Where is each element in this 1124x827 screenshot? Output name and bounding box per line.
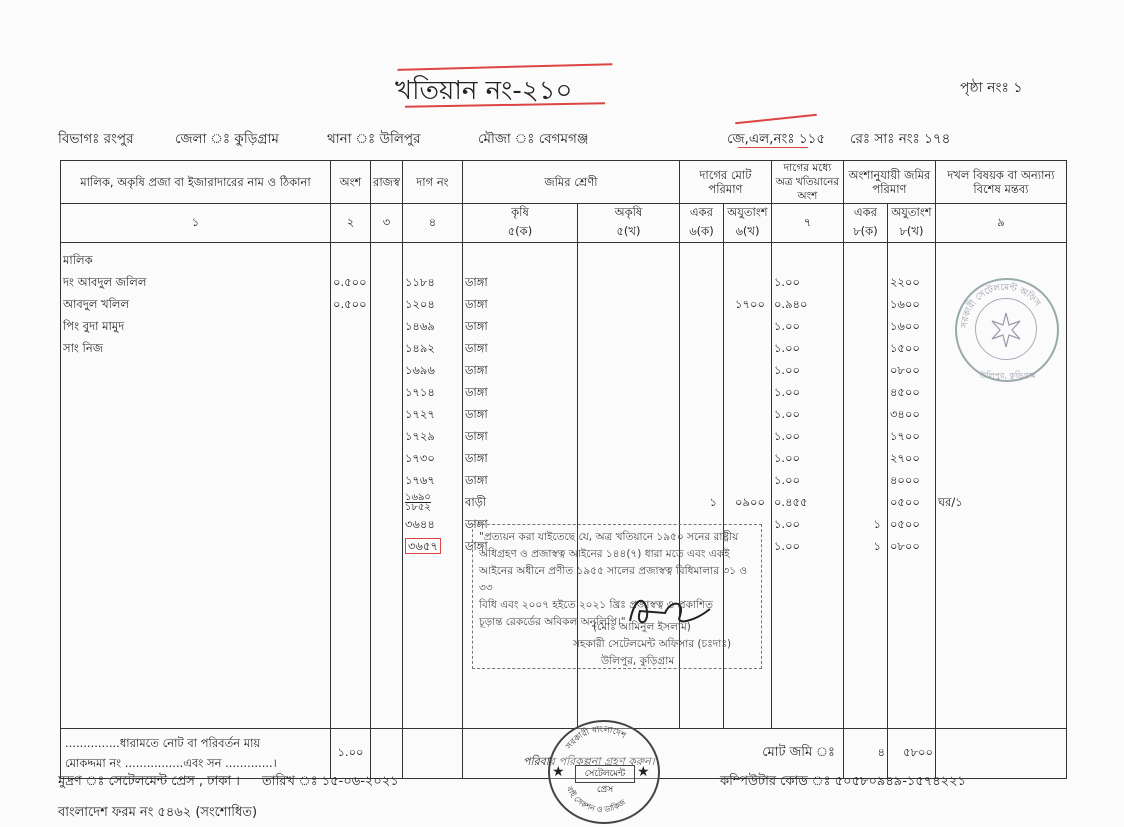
area-acre (846, 425, 885, 447)
share-in-dag-text: ০.৯৪০ (773, 297, 808, 311)
land-class (465, 469, 575, 491)
dag-acre (682, 293, 721, 315)
area-acre (846, 293, 885, 315)
share-in-dag (774, 359, 841, 381)
area-acre (846, 469, 885, 491)
dag-number (405, 403, 460, 425)
dag-acre (682, 491, 721, 513)
label-nonagri: অকৃষি (614, 205, 643, 219)
colnum-8a (843, 204, 887, 243)
dag-number-text: ১৪৬৯ (404, 319, 435, 333)
dag-fraction-top: ১৬৯০ (404, 492, 431, 503)
dag-acre (682, 337, 721, 359)
land-class-text: ডাঙ্গা (464, 319, 488, 333)
dag-decimal-text: ১৭০০ (735, 297, 765, 311)
print-info: মুদ্রণ ঃ সেটেলমেন্ট প্রেস , ঢাকা । (58, 774, 240, 789)
remark (938, 469, 1064, 491)
share-in-dag (774, 447, 841, 469)
label-acre-8: একর (853, 205, 878, 219)
cert-line: চূড়ান্ত রেকর্ডের অবিকল অনুলিপি।" (479, 616, 626, 628)
area-acre (846, 403, 885, 425)
header-row (61, 161, 1067, 204)
total-acre: ৪ (843, 729, 887, 779)
area-decimal (890, 315, 933, 337)
col-dag-total: দাগের মোট পরিমাণ (679, 161, 771, 204)
area-acre (846, 447, 885, 469)
dag-number-text: ১৬৯৬ (404, 363, 435, 377)
khatian-table (60, 160, 1067, 779)
certification-stamp (472, 524, 762, 669)
dag-number (405, 381, 460, 403)
remark (938, 381, 1064, 403)
press-stamp-top-text: সরকারী বাংলাদেশ (564, 724, 628, 752)
dag-number (405, 469, 460, 491)
khatian-title: খতিয়ান নং-২১০ (395, 76, 573, 106)
owner-line: পিং বুদা মামুদ (63, 319, 125, 333)
dag-decimal (726, 359, 769, 381)
land-class (465, 359, 575, 381)
column-number-row (61, 204, 1067, 243)
land-class (465, 403, 575, 425)
owner-line: দং আবদুল জলিল (63, 275, 147, 289)
dag-acre (682, 469, 721, 491)
dag-decimal (726, 315, 769, 337)
land-class (465, 381, 575, 403)
label-6a: ৬(ক) (689, 224, 714, 238)
share-in-dag-text: ১.০০ (773, 363, 801, 377)
share-in-dag-text: ১.০০ (773, 385, 801, 399)
share-in-dag-cell (771, 243, 843, 729)
note-cell (61, 729, 331, 779)
land-class (465, 425, 575, 447)
land-class-text: ডাঙ্গা (464, 429, 488, 443)
area-decimal (890, 491, 933, 513)
seal-bottom-text: উলিপুর, কুড়িগ্রাম (980, 371, 1036, 380)
officer-place: উলিপুর, কুড়িগ্রাম (601, 655, 675, 667)
leaf-emblem-icon (976, 299, 1036, 359)
area-decimal-text: ১৫০০ (889, 341, 920, 355)
dag-number (405, 337, 460, 359)
area-decimal-text: ২৭০০ (889, 451, 920, 465)
land-class-text: ডাঙ্গা (464, 341, 488, 355)
col-share-area: অংশানুযায়ী জমির পরিমাণ (843, 161, 935, 204)
area-decimal-text: ৪০০০ (889, 473, 920, 487)
district: জেলা ঃ কুড়িগ্রাম (175, 131, 279, 147)
share-in-dag (774, 271, 841, 293)
cert-line: বিধি এবং ২০০৭ হইতে ২০২১ খ্রিঃ প্রজাস্বত্ব ও প্রকাশিত (479, 599, 714, 611)
land-class-text: ডাঙ্গা (464, 517, 488, 531)
owner-line: সাং নিজ (63, 341, 103, 355)
land-class-text: ডাঙ্গা (464, 363, 488, 377)
dag-acre (682, 447, 721, 469)
jl-red-underline (738, 147, 808, 148)
svg-text:সরকারী বাংলাদেশ (564, 725, 628, 753)
form-number: বাংলাদেশ ফরম নং ৫৪৬২ (সংশোধিত) (58, 805, 258, 820)
share-cell (331, 243, 371, 729)
area-decimal-text: ০৫০০ (889, 517, 920, 531)
area-acre (846, 513, 885, 535)
officer-name: (মোঃ আমিনুল ইসলাম) (593, 621, 691, 633)
area-acre-cell (843, 243, 887, 729)
dag-acre (682, 271, 721, 293)
land-class (465, 271, 575, 293)
jl-number: জে,এল,নংঃ ১১৫ (727, 131, 826, 147)
colnum-7: ৭ (771, 204, 843, 243)
area-decimal (890, 293, 933, 315)
land-class-text: ডাঙ্গা (464, 407, 488, 421)
press-stamp-center: সেটেলমেন্ট প্রেস (575, 765, 635, 783)
dag-decimal (726, 293, 769, 315)
label-acre-6: একর (689, 205, 714, 219)
remark (938, 491, 1064, 513)
land-class (465, 447, 575, 469)
col-share: অংশ (331, 161, 371, 204)
land-class-text: বাড়ী (464, 495, 487, 509)
remark-text: ঘর/১ (937, 495, 963, 509)
area-decimal (890, 513, 933, 535)
share-in-dag (774, 403, 841, 425)
dag-number-text: ১৭১৪ (404, 385, 435, 399)
area-decimal-text: ০৮০০ (889, 539, 920, 553)
land-class (465, 293, 575, 315)
dag-decimal-text: ০৯০০ (735, 495, 765, 509)
note-line-2: মোকদ্দমা নং ................এবং সন .............। (65, 756, 277, 770)
area-decimal-text: ১৬০০ (889, 297, 920, 311)
remark (938, 513, 1064, 535)
computer-code: কম্পিউটার কোড ঃ ৫০৫৮০৯৪৯-১৫৭৪২২১ (720, 774, 966, 789)
dag-number-text: ৩৬৫৭ (405, 538, 441, 554)
division: বিভাগঃ রংপুর (58, 131, 134, 147)
remark (938, 535, 1064, 557)
dag-decimal (726, 447, 769, 469)
dag-cell (402, 243, 462, 729)
dag-number-text: ১৭৩০ (404, 451, 435, 465)
land-class-text: ডাঙ্গা (464, 297, 488, 311)
colnum-9: ৯ (935, 204, 1066, 243)
dag-number-text: ১৪৯২ (404, 341, 435, 355)
seal-inner-circle (975, 298, 1037, 360)
area-acre-text: ১ (873, 539, 881, 553)
area-decimal (890, 403, 933, 425)
dag-fraction (405, 491, 460, 513)
share-in-dag-text: ১.০০ (773, 341, 801, 355)
share-in-dag (774, 337, 841, 359)
col-revenue: রাজস্ব (371, 161, 403, 204)
label-6b: ৬(খ) (735, 224, 760, 238)
thana: থানা ঃ উলিপুর (327, 131, 421, 147)
dag-total-blank (402, 729, 462, 779)
dag-number (405, 513, 460, 535)
print-date: তারিখ ঃ ১৫-০৬-২০২১ (262, 774, 399, 789)
area-decimal-text: ১৬০০ (889, 319, 920, 333)
area-acre (846, 535, 885, 557)
col-possession: দখল বিষয়ক বা অন্যান্য বিশেষ মন্তব্য (935, 161, 1066, 204)
area-decimal-text: ৩৪০০ (889, 407, 920, 421)
area-acre (846, 359, 885, 381)
share-in-dag-text: ১.০০ (773, 539, 801, 553)
dag-number (405, 359, 460, 381)
share-in-dag (774, 425, 841, 447)
col-owner: মালিক, অকৃষি প্রজা বা ইজারাদারের নাম ও ঠিকানা (61, 161, 331, 204)
share-in-dag (774, 381, 841, 403)
dag-decimal (726, 337, 769, 359)
colnum-5b (577, 204, 679, 243)
dag-acre (682, 315, 721, 337)
dag-fraction-bottom: ১৮৫২ (404, 502, 431, 513)
share-in-dag-text: ১.০০ (773, 451, 801, 465)
share-in-dag (774, 513, 841, 535)
col-share-in-dag: দাগের মধ্যে অত্র খতিয়ানের অংশ (771, 161, 843, 204)
revenue-cell (371, 243, 403, 729)
share-in-dag-text: ১.০০ (773, 429, 801, 443)
colnum-5a (462, 204, 577, 243)
dag-number-text: ১৭২৯ (404, 429, 435, 443)
share-in-dag (774, 469, 841, 491)
family-planning: পরিবার পরিকল্পনা গ্রহণ করুন। (522, 755, 655, 768)
dag-number (405, 293, 460, 315)
owner-line: আবদুল খলিল (63, 297, 130, 311)
dag-number (405, 425, 460, 447)
area-acre (846, 271, 885, 293)
dag-number-text: ৩৬৪৪ (404, 517, 435, 531)
dag-number-text: ১২০৪ (404, 297, 435, 311)
area-decimal (890, 359, 933, 381)
label-decimal-6: অযুতাংশ (727, 205, 768, 219)
area-acre-text: ১ (873, 517, 881, 531)
star-icon: ★ (552, 764, 565, 780)
dag-acre-text: ১ (709, 495, 717, 509)
land-class-text: ডাঙ্গা (464, 473, 488, 487)
colnum-2: ২ (331, 204, 371, 243)
colnum-4: ৪ (402, 204, 462, 243)
dag-number-text: ১৭২৭ (404, 407, 435, 421)
area-acre (846, 381, 885, 403)
remark (938, 447, 1064, 469)
area-decimal-text: ০৮০০ (889, 363, 920, 377)
dag-number-text: ১১৮৪ (404, 275, 435, 289)
share-value: ০.৫০০ (333, 275, 367, 289)
share-in-dag (774, 293, 841, 315)
col-land-class: জমির শ্রেণী (462, 161, 679, 204)
area-decimal (890, 425, 933, 447)
revenue-total (371, 729, 403, 779)
total-decimal: ৫৮০০ (887, 729, 935, 779)
label-8b: ৮(খ) (899, 224, 924, 238)
dag-acre (682, 381, 721, 403)
share-in-dag-text: ১.০০ (773, 517, 801, 531)
share-in-dag-text: ১.০০ (773, 473, 801, 487)
colnum-6b (723, 204, 771, 243)
dag-number (405, 447, 460, 469)
press-stamp-bottom-text: বাই সেকশন ও ডাকিজ (564, 784, 628, 815)
remark-total (935, 729, 1066, 779)
dag-decimal (726, 469, 769, 491)
label-decimal-8: অযুতাংশ (891, 205, 932, 219)
remark (938, 403, 1064, 425)
area-decimal (890, 535, 933, 557)
dag-number (405, 535, 460, 557)
owner-cell (61, 243, 331, 729)
dag-decimal (726, 425, 769, 447)
jl-red-mark (735, 114, 817, 125)
officer-designation: সহকারী সেটেলমেন্ট অফিসার (চঃদাঃ) (573, 638, 732, 650)
land-class (465, 315, 575, 337)
area-decimal (890, 447, 933, 469)
share-in-dag-text: ১.০০ (773, 407, 801, 421)
label-5a: ৫(ক) (507, 224, 533, 238)
share-in-dag (774, 491, 841, 513)
land-class (465, 337, 575, 359)
remark (938, 425, 1064, 447)
land-class-text: ডাঙ্গা (464, 275, 488, 289)
area-acre (846, 491, 885, 513)
share-value: ০.৫০০ (333, 297, 367, 311)
dag-acre (682, 359, 721, 381)
land-class (465, 491, 575, 513)
register-number: রেঃ সাঃ নংঃ ১৭৪ (850, 131, 951, 147)
dag-acre (682, 425, 721, 447)
seal-ring-text: সরকারী সেটেলমেন্ট অফিস (959, 282, 1043, 329)
share-total: ১.০০ (331, 729, 371, 779)
land-class-text: ডাঙ্গা (464, 385, 488, 399)
mouza: মৌজা ঃ বেগমগঞ্জ (478, 131, 589, 147)
share-in-dag-text: ০.৪৫৫ (773, 495, 808, 509)
cert-line: "প্রত্যয়ন করা যাইতেছে যে, অত্র খতিয়ানে ১৯৫০ সনের রাষ্ট্রীয় (479, 531, 739, 543)
area-decimal-text: ১৭০০ (889, 429, 920, 443)
area-decimal (890, 337, 933, 359)
total-land-label: মোট জমি ঃ (762, 745, 835, 760)
land-class-text: ডাঙ্গা (464, 539, 488, 553)
note-line-1: ...............ধারামতে নোট বা পরিবর্তন মায় (65, 736, 261, 750)
area-decimal-text: ৪৫০০ (889, 385, 920, 399)
star-icon: ★ (637, 764, 650, 780)
dag-number (405, 315, 460, 337)
colnum-6a (679, 204, 723, 243)
area-decimal-text: ০৫০০ (889, 495, 920, 509)
area-acre (846, 315, 885, 337)
colnum-8b (887, 204, 935, 243)
dag-decimal (726, 491, 769, 513)
area-decimal-cell (887, 243, 935, 729)
cert-line: আইনের অধীনে প্রণীত ১৯৫৫ সালের প্রজাস্বত্ব বিধিমালার ৩১ ও ৩৩ (479, 565, 748, 594)
page-number: পৃষ্ঠা নংঃ ১ (960, 80, 1023, 96)
share-in-dag-text: ১.০০ (773, 275, 801, 289)
label-5b: ৫(খ) (616, 224, 641, 238)
dag-decimal (726, 381, 769, 403)
dag-number-text: ১৭৬৭ (404, 473, 435, 487)
dag-number (405, 271, 460, 293)
area-decimal (890, 381, 933, 403)
area-decimal (890, 271, 933, 293)
dag-decimal (726, 271, 769, 293)
area-decimal-text: ২২০০ (889, 275, 920, 289)
owner-line: মালিক (63, 253, 93, 267)
share-in-dag (774, 535, 841, 557)
colnum-3: ৩ (371, 204, 403, 243)
label-8a: ৮(ক) (853, 224, 878, 238)
dag-acre (682, 403, 721, 425)
land-class-text: ডাঙ্গা (464, 451, 488, 465)
share-in-dag-text: ১.০০ (773, 319, 801, 333)
colnum-1: ১ (61, 204, 331, 243)
dag-decimal (726, 403, 769, 425)
cert-line: অধিগ্রহণ ও প্রজাস্বত্ব আইনের ১৪৪(৭) ধারা মতে এবং একই (479, 548, 730, 560)
share-in-dag (774, 315, 841, 337)
col-dag: দাগ নং (402, 161, 462, 204)
label-agri: কৃষি (511, 205, 529, 219)
area-decimal (890, 469, 933, 491)
area-acre (846, 337, 885, 359)
